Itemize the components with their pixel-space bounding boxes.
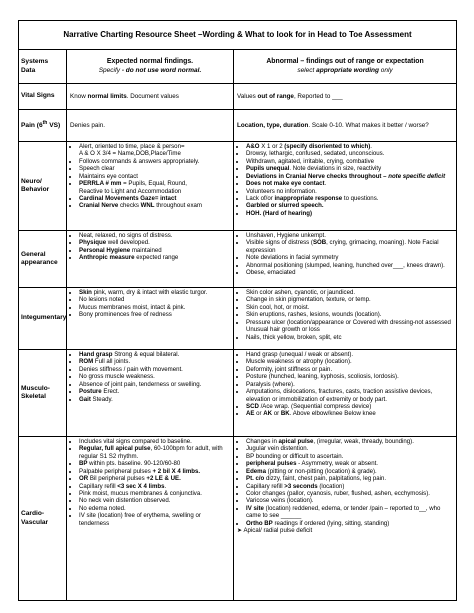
- list-item: • OR Bil peripheral pulses +2 LE & UE.: [79, 475, 230, 482]
- cardiovascular-normal: [67, 437, 234, 601]
- list-item: • Includes vital signs compared to baseline.: [79, 438, 230, 445]
- abnormal-header-subtitle: select appropriate wording only: [297, 66, 393, 74]
- list-item: • Neat, relaxed, no signs of distress.: [79, 232, 230, 239]
- list-item: • Gait Steady.: [79, 396, 230, 403]
- list-item: • Garbled or slurred speech.: [246, 202, 453, 209]
- list-item: • Deformity, joint stiffness or pain.: [246, 366, 453, 373]
- vital-signs-label: Vital Signs: [19, 84, 67, 110]
- list-item: • Lack of/or inappropriate response to questions.: [246, 195, 453, 202]
- list-item: • Follows commands & answers appropriately.: [79, 158, 230, 165]
- list-item: • Hand grasp (unequal / weak or absent).: [246, 351, 453, 358]
- vital-signs-abnormal: Values out of range, Reported to ___: [234, 84, 457, 110]
- list-item: • Speech clear: [79, 165, 230, 172]
- integumentary-normal: [67, 288, 234, 350]
- list-item: • Personal Hygiene maintained: [79, 247, 230, 254]
- general-abnormal: [234, 231, 457, 288]
- list-item: • Color changes (pallor, cyanosis, ruber, flushed, ashen, ecchymosis).: [246, 490, 453, 497]
- list-item: • Ortho BP readings if ordered (lying, sitting, standing): [246, 520, 453, 527]
- list-item: • Pink moist, mucus membranes & conjunctiva.: [79, 490, 230, 497]
- list-item: • Cranial Nerve checks WNL throughout exam: [79, 202, 230, 209]
- list-item: • Does not make eye contact.: [246, 180, 453, 187]
- musculoskeletal-abnormal: [234, 350, 457, 437]
- neuro-normal: [67, 142, 234, 231]
- list-item: ➤ Apical/ radial pulse deficit: [237, 527, 313, 535]
- list-item: • PERRLA # mm = Pupils, Equal, Round, Reactive to Light and Accommodation: [79, 180, 230, 195]
- list-item: • Nails, thick yellow, broken, split, etc: [246, 334, 453, 341]
- list-item: • No edema noted.: [79, 505, 230, 512]
- integumentary-abnormal: [234, 288, 457, 350]
- list-item: • Volunteers no information.: [246, 188, 453, 195]
- list-item: • Change in skin pigmentation, texture, or temp.: [246, 296, 453, 303]
- list-item: • BP bounding or difficult to ascertain.: [246, 453, 453, 460]
- neuro-abnormal: [234, 142, 457, 231]
- arrow-bullet-icon: ➤: [237, 527, 244, 535]
- list-item: • Paralysis (where).: [246, 381, 453, 388]
- list-item: • BP within pts. baseline. 90-120/60-80: [79, 460, 230, 467]
- cardiovascular-label: Cardio- Vascular: [19, 437, 67, 601]
- list-item: • Absence of joint pain, tenderness or swelling.: [79, 381, 230, 388]
- list-item: • Abnormal positioning (slumped, leaning, hunched over___, knees drawn).: [246, 262, 453, 269]
- list-item: • Muscle weakness or atrophy (location).: [246, 358, 453, 365]
- musculoskeletal-normal: [67, 350, 234, 437]
- list-item: • Skin pink, warm, dry & intact with elastic turgor.: [79, 289, 230, 296]
- list-item: • ROM Full all joints.: [79, 358, 230, 365]
- list-item: • Note deviations in facial symmetry: [246, 254, 453, 261]
- systems-header: Systems Data: [19, 50, 67, 84]
- list-item: • Changes in apical pulse, (irregular, weak, thready, bounding).: [246, 438, 453, 445]
- list-item: • Denies stiffness / pain with movement.: [79, 366, 230, 373]
- list-item: • Drowsy, lethargic, confused, sedated, unconscious.: [246, 150, 453, 157]
- cardiovascular-abnormal: [234, 437, 457, 601]
- list-item: • Obese, emaciated: [246, 269, 453, 276]
- list-item: • Anthropic measure expected range: [79, 254, 230, 261]
- list-item: • SCD /Ace wrap. (Sequential compress device): [246, 403, 453, 410]
- normal-header-subtitle: Specify - do not use word normal.: [98, 66, 202, 74]
- list-item: • Physique well developed.: [79, 239, 230, 246]
- normal-findings-header: [67, 50, 234, 84]
- list-item: • Amputations, dislocations, fractures, casts, traction assistive devices, elevation or immobilization of extremity or body part.: [246, 388, 453, 403]
- list-item: • No lesions noted: [79, 296, 230, 303]
- pain-normal: Denies pain.: [67, 110, 234, 142]
- general-appearance-label: General appearance: [19, 231, 67, 288]
- charting-resource-table: [18, 20, 457, 601]
- abnormal-findings-header: [234, 50, 457, 84]
- list-item: • Mucus membranes moist, intact & pink.: [79, 304, 230, 311]
- list-item: • Maintains eye contact: [79, 173, 230, 180]
- neuro-label: Neuro/ Behavior: [19, 142, 67, 231]
- list-item: • Skin eruptions, rashes, lesions, wounds (location).: [246, 311, 453, 318]
- list-item: • A&O X 1 or 2 (specify disoriented to which).: [246, 143, 453, 150]
- list-item: • No neck vein distention observed.: [79, 497, 230, 504]
- list-item: • Capillary refill >3 seconds (location): [246, 483, 453, 490]
- normal-header-title: Expected normal findings.: [106, 58, 194, 66]
- pain-label: Pain (6th VS): [19, 110, 67, 142]
- list-item: • Varicose veins (location).: [246, 497, 453, 504]
- list-item: • Edema (pitting or non-pitting (location) & grade).: [246, 468, 453, 475]
- general-normal: [67, 231, 234, 288]
- list-item: • Skin cool, hot, or moist.: [246, 304, 453, 311]
- list-item: • Unshaven, Hygiene unkempt.: [246, 232, 453, 239]
- list-item: • Withdrawn, agitated, irritable, crying, combative: [246, 158, 453, 165]
- list-item: • Visible signs of distress (SOB, crying, grimacing, moaning). Note Facial expression: [246, 239, 453, 254]
- list-item: • Posture (hunched, leaning, kyphosis, scoliosis, lordosis).: [246, 373, 453, 380]
- list-item: • Posture Erect.: [79, 388, 230, 395]
- list-item: • IV site (location) reddened, edema, or tender /pain – reported to__, who came to see ______: [246, 505, 453, 520]
- list-item: • Skin color ashen, cyanotic, or jaundiced.: [246, 289, 453, 296]
- list-item: • Pt. c/o dizzy, faint, chest pain, palpitations, leg pain.: [246, 475, 453, 482]
- list-item: • peripheral pulses - Asymmetry, weak or absent.: [246, 460, 453, 467]
- pain-abnormal: Location, type, duration. Scale 0-10. What makes it better / worse?: [234, 110, 457, 142]
- integumentary-label: Integumentary: [19, 288, 67, 350]
- list-item: • Hand grasp Strong & equal bilateral.: [79, 351, 230, 358]
- list-item: • Capillary refill <3 sec X 4 limbs.: [79, 483, 230, 490]
- list-item: • Pressure ulcer (location/appearance or Covered with dressing-not assessed Unusual hair growth or loss: [246, 319, 453, 334]
- list-item: • Regular, full apical pulse, 60-100bpm for adult, with regular S1 S2 rhythm.: [79, 445, 230, 460]
- list-item: • Bony prominences free of redness: [79, 311, 230, 318]
- list-item: • AE or AK or BK. Above elbow/knee Below knee: [246, 410, 453, 417]
- list-item: • HOH. (Hard of hearing): [246, 210, 453, 217]
- musculoskeletal-label: Musculo- Skeletal: [19, 350, 67, 437]
- list-item: • No gross muscle weakness.: [79, 373, 230, 380]
- list-item: • Palpable peripheral pulses + 2 bil X 4 limbs.: [79, 468, 230, 475]
- list-item: • Pupils unequal. Note deviations in size, reactivity: [246, 165, 453, 172]
- vital-signs-normal: Know normal limits. Document values: [67, 84, 234, 110]
- list-item: • Deviations in Cranial Nerve checks throughout – note specific deficit: [246, 173, 453, 180]
- list-item: • Cardinal Movements Gaze= intact: [79, 195, 230, 202]
- list-item: • Jugular vein distention.: [246, 445, 453, 452]
- list-item: • IV site (location) free of erythema, swelling or tenderness: [79, 512, 230, 527]
- sheet-title: Narrative Charting Resource Sheet –Wording & What to look for in Head to Toe Assessment: [19, 21, 457, 50]
- list-item: • Alert, oriented to time, place & person= A & O X 3/4 = Name,DOB,Place/Time: [79, 143, 230, 158]
- abnormal-header-title: Abnormal – findings out of range or expectation: [266, 58, 424, 66]
